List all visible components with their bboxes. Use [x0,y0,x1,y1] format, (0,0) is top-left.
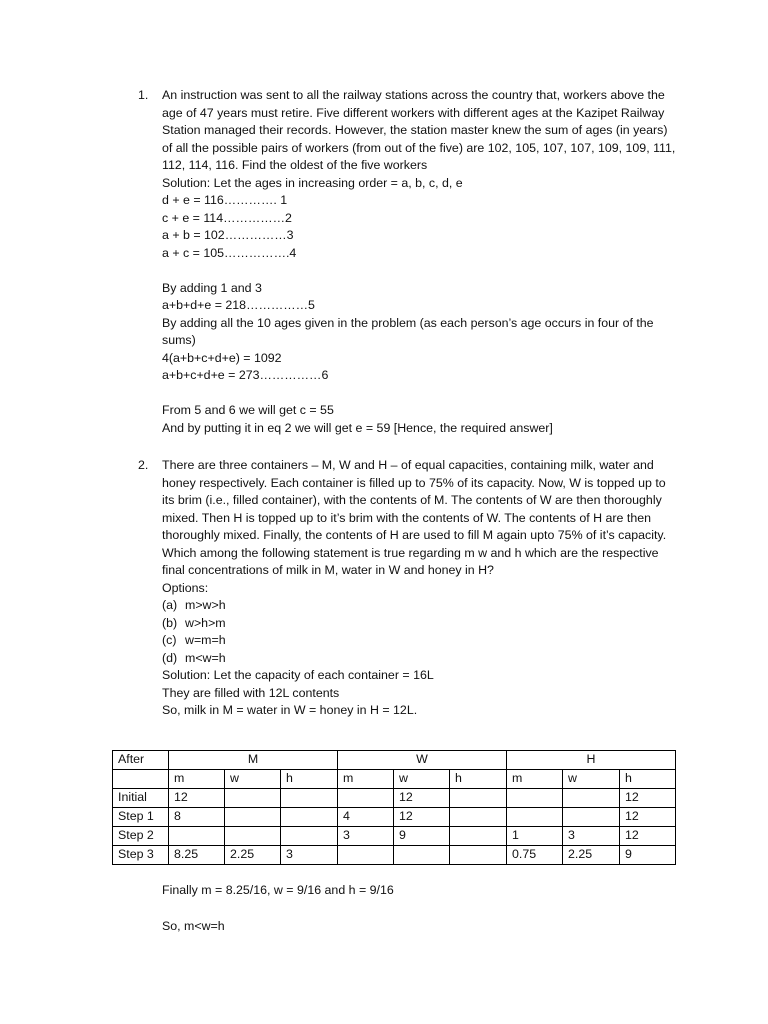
table-cell: 8 [169,808,225,827]
table-cell: 8.25 [169,846,225,865]
table-cell [225,789,281,808]
table-cell: h [450,770,507,789]
option-d-label: (d) [162,650,178,665]
table-cell [225,808,281,827]
question-2 [138,457,678,720]
table-cell: w [563,770,620,789]
table-row [113,789,676,808]
table-cell: 0.75 [507,846,563,865]
table-cell [281,789,338,808]
q1-equation-1: d + e = 116…………. 1 [162,193,288,207]
table-cell: w [394,770,450,789]
option-a-label: (a) [162,598,178,612]
q1-solution-intro: Solution: Let the ages in increasing order = a, b, c, d, e [162,175,463,190]
table-cell: Step 1 [113,808,169,827]
table-subheader-row [113,770,676,789]
table-cell: 1 [507,827,563,846]
q2-option-b [162,615,678,633]
table-cell: m [338,770,394,789]
q1-equation-3: a + b = 102……………3 [162,228,294,242]
table-cell [338,846,394,865]
table-cell: Step 2 [113,827,169,846]
header-h: H [507,751,676,770]
q2-option-d [162,650,678,668]
table-cell: 4 [338,808,394,827]
q1-step-add: By adding 1 and 3 [162,280,262,295]
table-cell [225,827,281,846]
q2-solution: Solution: Let the capacity of each container = 16L [162,668,434,682]
question-1-text: An instruction was sent to all the railway stations across the country that, workers above the age of 47 years must retire. Five different workers with different ages at the Kazipet Railway Station managed their records. However, the station master knew the sum of ages (in years) of all the possible pairs of workers (from out of the five) are 102, 105, 107, 107, 109, 109, 111, 112, 114, 116. Find the oldest of the five workers [162,88,676,172]
table-cell: 12 [394,808,450,827]
table-cell: 12 [169,789,225,808]
table-cell: 2.25 [225,846,281,865]
table-cell: m [507,770,563,789]
option-c-label: (c) [162,633,177,647]
table-cell: h [620,770,676,789]
q1-equation-2: c + e = 114……………2 [162,210,292,225]
table-cell: m [169,770,225,789]
q1-equation-sum: 4(a+b+c+d+e) = 1092 [162,350,282,365]
table-cell [281,827,338,846]
table-cell [450,789,507,808]
table-cell [281,808,338,827]
header-after: After [113,751,169,770]
q2-filled: They are filled with 12L contents [162,685,340,700]
q2-option-a [162,597,678,615]
question-1-number: 1. [138,88,149,102]
q2-options-label: Options: [162,580,209,595]
table-cell: 9 [620,846,676,865]
table-cell [338,789,394,808]
option-c-text: w=m=h [185,633,226,647]
q1-equation-5: a+b+d+e = 218……………5 [162,298,315,312]
question-1 [138,87,678,437]
table-cell [450,808,507,827]
question-2-text: There are three containers – M, W and H – of equal capacities, containing milk, water and honey respectively. Each container is filled up to 75% of its capacity. Now, W is topped up to its brim (i.e., filled container), with the contents of M. The contents of W are then thoroughly mixed. Then H is topped up to it’s brim with the contents of W. The contents of H are then thoroughly mixed. Finally, the contents of H are used to fill M again upto 75% of it’s capacity. Which among the following statement is true regarding m w and h which are the respective final concentrations of milk in M, water in W and honey in H? [162,458,667,577]
q2-option-c [162,632,678,650]
table-cell: 3 [563,827,620,846]
table-row [113,846,676,865]
option-b-label: (b) [162,615,178,630]
table-row [113,827,676,846]
question-2-number: 2. [138,458,149,472]
option-a-text: m>w>h [185,598,226,612]
q1-equation-6: a+b+c+d+e = 273……………6 [162,368,329,382]
option-b-text: w>h>m [185,615,226,630]
table-cell: Initial [113,789,169,808]
q1-answer: And by putting it in eq 2 we will get e = 59 [Hence, the required answer] [162,420,553,435]
table-cell [563,789,620,808]
steps-table [112,750,676,865]
table-cell: 12 [394,789,450,808]
table-cell [507,808,563,827]
q2-so-milk: So, milk in M = water in W = honey in H = 12L. [162,703,418,717]
table-cell [450,827,507,846]
q1-from-5-6: From 5 and 6 we will get c = 55 [162,403,334,417]
table-cell: 3 [338,827,394,846]
table-cell [563,808,620,827]
table-row [113,808,676,827]
table-cell [450,846,507,865]
table-cell [169,827,225,846]
table-cell [507,789,563,808]
header-w: W [338,751,507,770]
option-d-text: m<w=h [185,650,226,665]
table-cell [113,770,169,789]
table-cell: 3 [281,846,338,865]
table-cell: 12 [620,808,676,827]
table-cell: 12 [620,789,676,808]
table-header-row [113,751,676,770]
q1-step-all: By adding all the 10 ages given in the problem (as each person’s age occurs in four of the sums) [162,315,654,347]
table-cell: w [225,770,281,789]
table-cell: 2.25 [563,846,620,865]
final-concentrations: Finally m = 8.25/16, w = 9/16 and h = 9/16 [162,883,394,897]
table-cell: h [281,770,338,789]
header-m: M [169,751,338,770]
table-cell: 12 [620,827,676,846]
table-cell [394,846,450,865]
table-cell: 9 [394,827,450,846]
final-conclusion: So, m<w=h [162,919,225,933]
q1-equation-4: a + c = 105…………….4 [162,245,297,260]
table-cell: Step 3 [113,846,169,865]
